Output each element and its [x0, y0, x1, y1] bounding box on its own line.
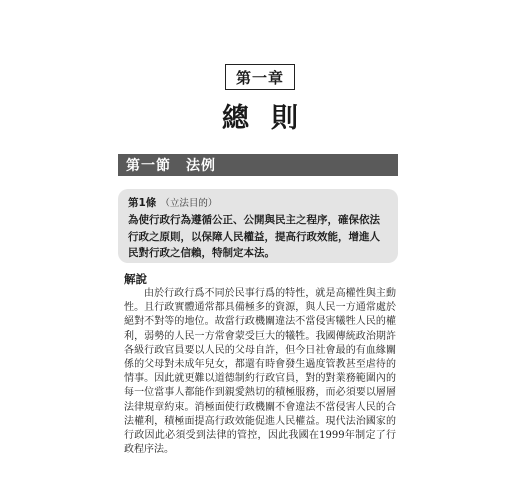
section-heading — [118, 154, 398, 176]
article-text: 為使行政行為遵循公正、公開與民主之程序，確保依法行政之原則，以保障人民權益，提高行政效能，增進人民對行政之信賴，特制定本法。 — [128, 214, 380, 259]
explanation-heading: 解說 — [124, 272, 147, 286]
article-note: （立法目的） — [160, 198, 218, 209]
article-number: 第1條 — [128, 197, 157, 209]
chapter-title: 總則 — [222, 103, 320, 134]
article-header — [128, 195, 388, 212]
explanation-text: 由於行政行爲不同於民事行爲的特性，就是高權性與主動性。且行政實體通常都具備極多的資源，與人民一方通常處於絕對不對等的地位。故當行政機關違法不當侵害犧牲人民的權利，弱勢的人民一方常會蒙受巨大的犧牲。我國傳統政治期許各級行政官員要以人民的父母自許，但今日社會最的有血緣關係的父母對未成年兒女，都還有時會發生過度管教甚至虐待的情事。因此就更難以道德制約行政官員，對的對業務範圍內的每一位當事人都能作到親愛熱切的積極服務，而必須要以層層法律規章約束。消極面使行政機關不會違法不當侵害人民的合法權利，積極面提高行政效能促進人民權益。現代法治國家的行政因此必須受到法律的管控，因此我國在1999年制定了行政程序法。 — [124, 288, 396, 456]
explanation-body — [124, 287, 396, 457]
article-box — [118, 189, 398, 263]
section-title: 第一節 法例 — [126, 158, 216, 174]
chapter-label: 第一章 — [225, 64, 295, 90]
